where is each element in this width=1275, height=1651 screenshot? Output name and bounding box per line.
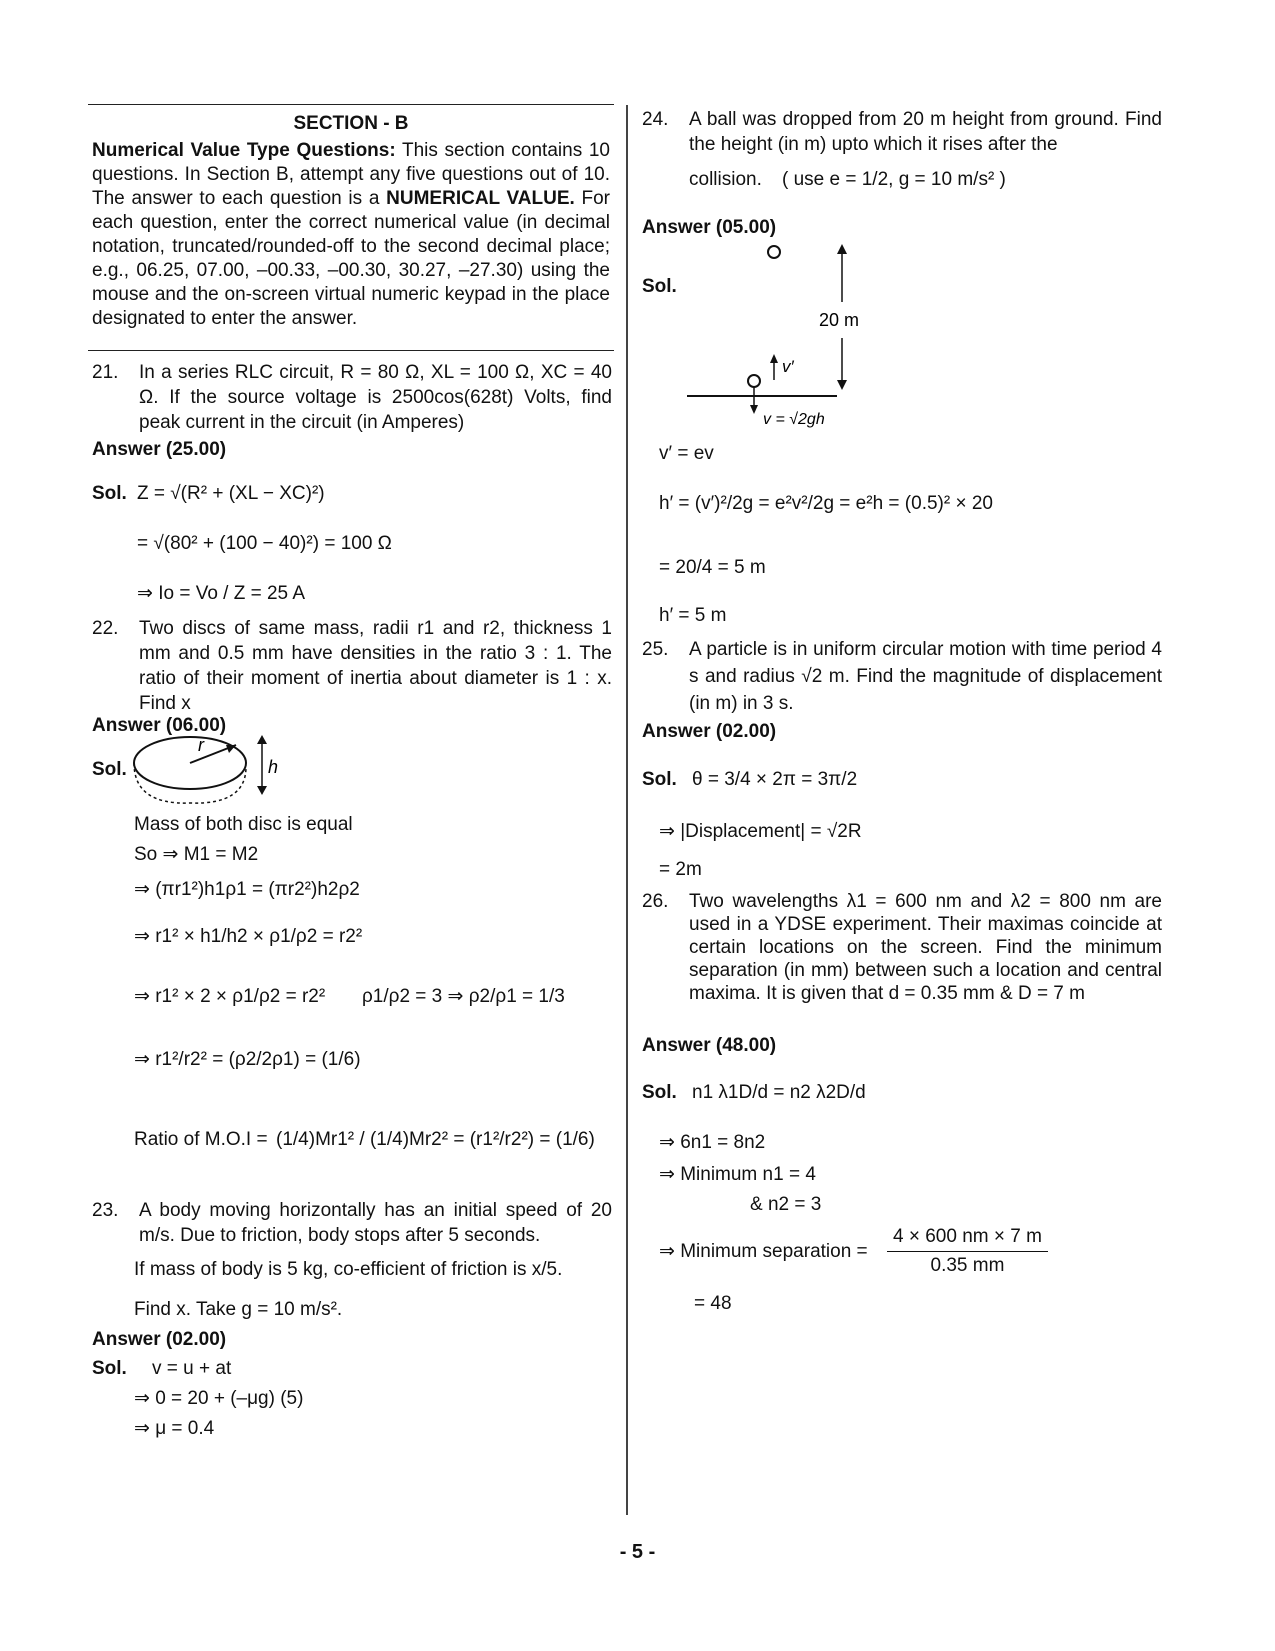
sol-label-25: Sol.	[642, 769, 677, 790]
sol-label-22: Sol.	[92, 759, 127, 780]
sol-26-line-1: n1 λ1D/d = n2 λ2D/d	[692, 1082, 866, 1103]
sol-24-line-1: v′ = ev	[659, 443, 714, 464]
question-text-1: A body moving horizontally has an initial speed of 20 m/s. Due to friction, body stops after 5 seconds.	[139, 1200, 612, 1246]
question-number: 24.	[642, 109, 669, 130]
sol-22-line-4: ⇒ r1² × h1/h2 × ρ1/ρ2 = r2²	[134, 926, 363, 947]
question-22	[92, 616, 612, 716]
ball-drop-figure	[687, 240, 887, 435]
question-number: 23.	[92, 1200, 119, 1221]
sol-25-line-3: = 2m	[659, 859, 702, 880]
sol-label-24: Sol.	[642, 276, 677, 297]
question-25	[642, 636, 1162, 717]
sol-26-line-2: ⇒ 6n1 = 8n2	[659, 1132, 766, 1153]
separation-label: ⇒ Minimum separation =	[659, 1241, 868, 1262]
sol-24-line-4: h′ = 5 m	[659, 605, 727, 626]
sol-24-line-2: h′ = (v′)²/2g = e²v²/2g = e²h = (0.5)² × 20	[659, 493, 993, 514]
question-number: 26.	[642, 891, 669, 912]
question-24-text-2: collision.	[689, 169, 762, 190]
intro-heading: Numerical Value Type Questions:	[92, 140, 396, 161]
question-text-1: A ball was dropped from 20 m height from ground. Find the height (in m) upto which it rises after the	[689, 109, 1162, 155]
question-number: 21.	[92, 362, 119, 383]
intro-heading-2: NUMERICAL VALUE.	[386, 188, 575, 209]
separation-fraction	[887, 1226, 1048, 1277]
sol-25-line-1: θ = 3/4 × 2π = 3π/2	[692, 769, 858, 790]
question-text: Two discs of same mass, radii r1 and r2, thickness 1 mm and 0.5 mm have densities in the ratio 3 : 1. The ratio of their moment of inertia about diameter is 1 : x. Find x	[139, 618, 612, 714]
column-divider	[626, 105, 628, 1515]
page-number: - 5 -	[619, 1541, 656, 1563]
question-number: 25.	[642, 639, 669, 660]
fraction-denominator: 0.35 mm	[930, 1254, 1005, 1276]
sol-22-line-6: ⇒ r1²/r2² = (ρ2/2ρ1) = (1/6)	[134, 1049, 361, 1070]
sol-23-line-1: v = u + at	[152, 1358, 232, 1379]
answer-25: Answer (02.00)	[642, 721, 777, 742]
sol-21-line-3: ⇒ Io = Vo / Z = 25 A	[137, 583, 306, 604]
question-23-text-3: Find x. Take g = 10 m/s².	[134, 1299, 343, 1320]
fig-height-label: 20 m	[819, 310, 860, 330]
section-bottom-rule	[88, 350, 614, 351]
sol-label-26: Sol.	[642, 1082, 677, 1103]
question-text: Two wavelengths λ1 = 600 nm and λ2 = 800 nm are used in a YDSE experiment. Their maximas coincide at certain locations on the screen. Find the minimum separation (in mm) between such a location and central maxima. It is given that d = 0.35 mm & D = 7 m	[689, 891, 1162, 1004]
section-top-rule	[88, 104, 614, 105]
moi-label: Ratio of M.O.I =	[134, 1129, 268, 1150]
question-24-text-3: ( use e = 1/2, g = 10 m/s² )	[782, 169, 1006, 190]
fig-v-label: v = √2gh	[763, 411, 825, 428]
answer-21: Answer (25.00)	[92, 439, 227, 460]
answer-23: Answer (02.00)	[92, 1329, 227, 1350]
question-text: In a series RLC circuit, R = 80 Ω, XL = 100 Ω, XC = 40 Ω. If the source voltage is 2500cos(628t) Volts, find peak current in the circuit (in Amperes)	[139, 362, 612, 433]
sol-22-line-1: Mass of both disc is equal	[134, 814, 353, 835]
answer-24: Answer (05.00)	[642, 217, 777, 238]
sol-26-line-6: = 48	[694, 1293, 732, 1314]
sol-24-line-3: = 20/4 = 5 m	[659, 557, 766, 578]
answer-22: Answer (06.00)	[92, 715, 227, 736]
answer-26: Answer (48.00)	[642, 1035, 777, 1056]
question-24	[642, 107, 1162, 157]
sol-label-21: Sol.	[92, 483, 127, 504]
fraction-numerator: 4 × 600 nm × 7 m	[887, 1226, 1048, 1252]
fig-vprime-label: v′	[782, 357, 794, 376]
sol-22-line-3: ⇒ (πr1²)h1ρ1 = (πr2²)h2ρ2	[134, 879, 360, 900]
given-values: use e = 1/2, g = 10 m/s²	[793, 169, 995, 190]
question-26	[642, 890, 1162, 1005]
sol-23-line-3: ⇒ μ = 0.4	[134, 1418, 215, 1439]
moi-ratio: (1/4)Mr1² / (1/4)Mr2² = (r1²/r2²) = (1/6)	[276, 1129, 595, 1150]
fig-r-label: r	[198, 735, 204, 755]
sol-22-line-2: So ⇒ M1 = M2	[134, 844, 259, 865]
sol-22-line-5: ⇒ r1² × 2 × ρ1/ρ2 = r2²	[134, 986, 326, 1007]
sol-21-line-2: = √(80² + (100 − 40)²) = 100 Ω	[137, 533, 392, 554]
sol-23-line-2: ⇒ 0 = 20 + (–μg) (5)	[134, 1388, 304, 1409]
question-text: A particle is in uniform circular motion with time period 4 s and radius √2 m. Find the magnitude of displacement (in m) in 3 s.	[689, 639, 1162, 714]
sol-25-line-2: ⇒ |Displacement| = √2R	[659, 821, 862, 842]
intro-text-2: For each question, enter the correct numerical value (in decimal notation, truncated/rounded-off to the second decimal place; e.g., 06.25, 07.00, –00.33, –00.30, 30.27, –27.30) using the mouse and the on-screen virtual numeric keypad in the place designated to enter the answer.	[92, 188, 610, 329]
section-intro	[92, 139, 610, 331]
question-number: 22.	[92, 618, 119, 639]
section-title: SECTION - B	[293, 113, 409, 134]
sol-label-23: Sol.	[92, 1358, 127, 1379]
sol-26-line-3: ⇒ Minimum n1 = 4	[659, 1164, 816, 1185]
sol-21-line-1: Z = √(R² + (XL − XC)²)	[137, 483, 325, 504]
intro-text-1: This section contains 10 questions. In Section B, attempt any five questions out of 10. The answer to each question is a	[92, 140, 610, 209]
question-21	[92, 360, 612, 435]
sol-26-line-4: & n2 = 3	[750, 1194, 822, 1215]
question-23	[92, 1198, 612, 1248]
sol-22-line-5b: ρ1/ρ2 = 3 ⇒ ρ2/ρ1 = 1/3	[362, 986, 565, 1007]
fig-h-label: h	[268, 757, 279, 777]
disc-figure	[132, 733, 282, 805]
question-23-text-2: If mass of body is 5 kg, co-efficient of friction is x/5.	[134, 1259, 563, 1280]
